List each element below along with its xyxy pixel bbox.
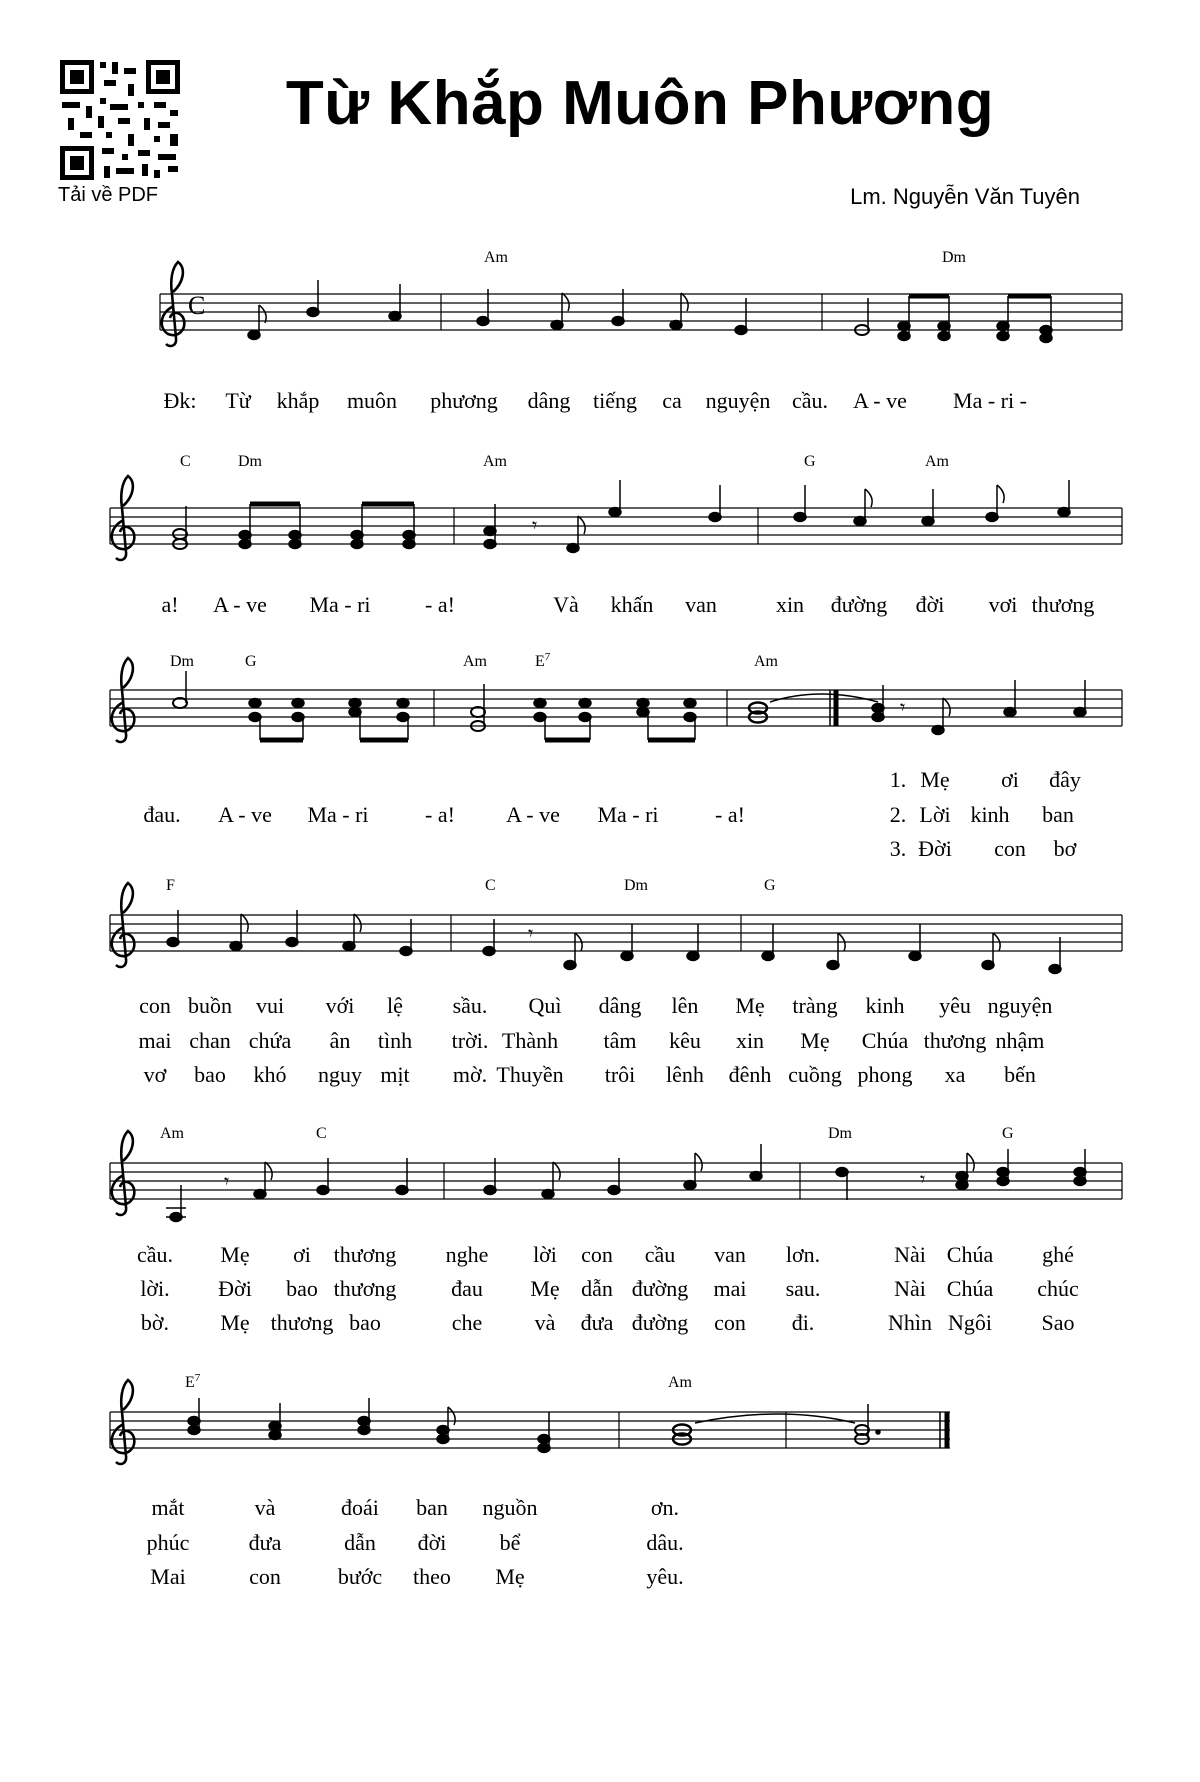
lyric-syllable: Ma - ri xyxy=(307,802,369,827)
chord-symbol: Dm xyxy=(238,453,262,470)
chord-symbol: Am xyxy=(483,453,507,470)
staff-system-3 xyxy=(110,658,1122,742)
lyric-syllable: bao xyxy=(286,1276,318,1301)
lyric-syllable: Đời xyxy=(218,1276,252,1301)
lyric-syllable: trời. xyxy=(451,1028,489,1053)
lyric-syllable: theo xyxy=(413,1564,451,1589)
notes xyxy=(188,1398,880,1453)
notes xyxy=(248,280,1052,343)
lyric-syllable: phương xyxy=(430,388,498,413)
lyric-syllable: chứa xyxy=(248,1028,292,1053)
lyric-syllable: con xyxy=(581,1242,613,1267)
notes xyxy=(166,1144,1086,1222)
chord-symbol: Dm xyxy=(828,1125,852,1142)
lyric-syllable: Mẹ xyxy=(495,1564,525,1589)
lyric-syllable: nghe xyxy=(445,1242,489,1267)
lyric-syllable: mắt xyxy=(151,1495,185,1520)
lyric-syllable: Mẹ xyxy=(220,1310,250,1335)
rest xyxy=(900,695,905,719)
lyric-syllable: sầu. xyxy=(452,993,488,1018)
lyric-syllable: con xyxy=(249,1564,281,1589)
lyric-syllable: lệ xyxy=(387,993,403,1018)
lyric-syllable: 3. xyxy=(889,836,907,861)
lyric-syllable: tiếng xyxy=(593,388,637,413)
time-signature: C xyxy=(188,291,206,320)
staff-system-1 xyxy=(160,262,1122,346)
lyric-syllable: dẫn xyxy=(344,1530,376,1555)
lyric-syllable: nhậm xyxy=(995,1028,1045,1053)
staff-system-6 xyxy=(110,1380,950,1464)
lyric-syllable: yêu xyxy=(939,993,971,1018)
download-pdf-label[interactable]: Tải về PDF xyxy=(58,184,159,206)
lyric-syllable: lênh xyxy=(666,1062,704,1087)
lyric-syllable: mờ. xyxy=(452,1062,488,1087)
lyric-syllable: lơn. xyxy=(785,1242,821,1267)
lyric-syllable: van xyxy=(685,592,717,617)
treble-clef-icon xyxy=(112,476,135,560)
lyric-syllable: bến xyxy=(1004,1062,1036,1087)
lyric-syllable: cầu xyxy=(644,1242,676,1267)
lyric-syllable: thương xyxy=(333,1242,397,1267)
lyric-syllable: buồn xyxy=(188,993,232,1018)
lyric-syllable: và xyxy=(254,1495,276,1520)
lyric-syllable: ơi xyxy=(293,1242,311,1267)
lyric-syllable: Chúa xyxy=(946,1242,994,1267)
chord-symbol: Dm xyxy=(170,653,194,670)
lyric-syllable: khắp xyxy=(276,388,320,413)
lyric-syllable: bờ. xyxy=(140,1310,170,1335)
chord-symbol: C xyxy=(180,453,191,470)
lyric-syllable: dâng xyxy=(527,388,571,413)
lyric-syllable: chúc xyxy=(1037,1276,1079,1301)
lyric-syllable: Mẹ xyxy=(220,1242,250,1267)
lyric-syllable: đau. xyxy=(143,802,181,827)
lyric-syllable: Nài xyxy=(894,1242,926,1267)
chord-symbol: C xyxy=(316,1125,327,1142)
lyric-syllable: chan xyxy=(189,1028,231,1053)
lyric-syllable: Nhìn xyxy=(888,1310,932,1335)
treble-clef-icon xyxy=(112,1131,135,1215)
chord-symbol: G xyxy=(245,653,257,670)
lyric-syllable: Ngôi xyxy=(948,1310,992,1335)
lyric-syllable: Chúa xyxy=(946,1276,994,1301)
lyric-syllable: muôn xyxy=(346,388,398,413)
svg-text:𝄾: 𝄾 xyxy=(900,695,906,719)
lyric-syllable: Mẹ xyxy=(530,1276,560,1301)
lyric-syllable: che xyxy=(451,1310,483,1335)
lyric-syllable: đời xyxy=(915,592,945,617)
lyric-syllable: ban xyxy=(416,1495,448,1520)
lyric-syllable: kinh xyxy=(970,802,1010,827)
lyric-syllable: đi. xyxy=(791,1310,815,1335)
lyric-syllable: Đk: xyxy=(163,388,197,413)
chord-symbol: C xyxy=(485,877,496,894)
rest xyxy=(528,921,533,945)
chord-symbol: G xyxy=(1002,1125,1014,1142)
chord-symbol: Dm xyxy=(942,249,966,266)
lyric-syllable: trôi xyxy=(604,1062,636,1087)
lyric-syllable: Lời xyxy=(919,802,951,827)
lyric-syllable: 2. xyxy=(889,802,907,827)
staff-system-4 xyxy=(110,883,1122,974)
lyric-syllable: bước xyxy=(337,1564,383,1589)
lyric-syllable: con xyxy=(139,993,171,1018)
chord-symbol: Am xyxy=(160,1125,184,1142)
lyric-syllable: Mẹ xyxy=(920,767,950,792)
staff-system-5 xyxy=(110,1131,1122,1222)
lyric-syllable: đường xyxy=(631,1310,689,1335)
lyric-syllable: đời xyxy=(417,1530,447,1555)
lyric-syllable: bao xyxy=(194,1062,226,1087)
chord-symbol: Am xyxy=(925,453,949,470)
lyric-syllable: xa xyxy=(944,1062,966,1087)
lyric-syllable: vơ xyxy=(143,1062,167,1087)
lyric-syllable: nguyện xyxy=(705,388,771,413)
lyric-syllable: Ma - ri xyxy=(597,802,659,827)
composer-name: Lm. Nguyễn Văn Tuyên xyxy=(850,184,1080,209)
chord-symbol: $E^7$ xyxy=(535,651,551,670)
lyric-syllable: dâng xyxy=(598,993,642,1018)
chord-symbol: Am xyxy=(668,1374,692,1391)
chord-symbol: Am xyxy=(484,249,508,266)
chord-symbol: G xyxy=(804,453,816,470)
svg-text:𝄾: 𝄾 xyxy=(920,1167,926,1191)
lyric-syllable: tâm xyxy=(603,1028,637,1053)
staff-lines xyxy=(160,294,1122,330)
lyric-syllable: xin xyxy=(775,592,805,617)
lyric-syllable: thương xyxy=(270,1310,334,1335)
notes xyxy=(173,671,1086,740)
lyric-syllable: thương xyxy=(333,1276,397,1301)
lyric-syllable: bể xyxy=(499,1530,521,1555)
lyric-syllable: Đời xyxy=(918,836,952,861)
lyric-syllable: tràng xyxy=(792,993,838,1018)
staff-lines xyxy=(110,915,1122,951)
lyric-syllable: ca xyxy=(662,388,682,413)
treble-clef-icon xyxy=(112,1380,135,1464)
lyric-syllable: xin xyxy=(735,1028,765,1053)
lyric-syllable: dâu. xyxy=(646,1530,684,1555)
lyric-syllable: dẫn xyxy=(581,1276,613,1301)
lyric-syllable: đưa xyxy=(580,1310,614,1335)
lyric-syllable: với xyxy=(325,993,355,1018)
lyric-syllable: con xyxy=(994,836,1026,861)
lyric-syllable: ban xyxy=(1042,802,1074,827)
lyric-syllable: khấn xyxy=(610,592,654,617)
lyric-syllable: con xyxy=(714,1310,746,1335)
lyric-syllable: van xyxy=(714,1242,746,1267)
lyric-syllable: nguyện xyxy=(987,993,1053,1018)
lyric-syllable: tình xyxy=(377,1028,413,1053)
svg-text:𝄾: 𝄾 xyxy=(528,921,534,945)
lyric-syllable: Nài xyxy=(894,1276,926,1301)
lyric-syllable: đường xyxy=(830,592,888,617)
lyric-syllable: thương xyxy=(1031,592,1095,617)
lyric-syllable: Ma - ri xyxy=(309,592,371,617)
staff-lines xyxy=(110,690,1122,726)
chord-symbol: Dm xyxy=(624,877,648,894)
lyric-syllable: A - ve xyxy=(218,802,272,827)
lyric-syllable: nguy xyxy=(318,1062,362,1087)
svg-text:𝄾: 𝄾 xyxy=(532,513,538,537)
rest xyxy=(532,513,537,537)
song-title: Từ Khắp Muôn Phương xyxy=(285,69,995,138)
lyric-syllable: kêu xyxy=(669,1028,701,1053)
lyric-syllable: ân xyxy=(329,1028,351,1053)
lyric-syllable: mai xyxy=(713,1276,747,1301)
treble-clef-icon xyxy=(112,658,135,742)
lyric-syllable: Và xyxy=(553,592,579,617)
lyric-syllable: sau. xyxy=(785,1276,821,1301)
lyric-syllable: mịt xyxy=(380,1062,410,1087)
lyric-syllable: Thuyền xyxy=(496,1062,564,1087)
lyric-syllable: A - ve xyxy=(506,802,560,827)
chord-symbol: Am xyxy=(754,653,778,670)
chord-symbol: Am xyxy=(463,653,487,670)
lyric-syllable: ơi xyxy=(1001,767,1019,792)
lyric-syllable: - a! xyxy=(425,802,455,827)
lyric-syllable: đường xyxy=(631,1276,689,1301)
svg-text:𝄾: 𝄾 xyxy=(224,1169,230,1193)
lyric-syllable: lời. xyxy=(140,1276,170,1301)
lyric-syllable: phong xyxy=(857,1062,913,1087)
lyric-syllable: - a! xyxy=(715,802,745,827)
lyric-syllable: cuồng xyxy=(788,1062,842,1087)
lyric-syllable: lên xyxy=(671,993,699,1018)
lyric-syllable: a! xyxy=(161,592,179,617)
lyric-syllable: Mẹ xyxy=(735,993,765,1018)
chord-symbol: $E^7$ xyxy=(185,1372,201,1391)
chord-symbol: F xyxy=(166,877,175,894)
lyric-syllable: ơn. xyxy=(650,1495,680,1520)
lyric-syllable: cầu. xyxy=(791,388,829,413)
lyric-syllable: đênh xyxy=(728,1062,772,1087)
lyric-syllable: A - ve xyxy=(853,388,907,413)
lyric-syllable: đây xyxy=(1049,767,1081,792)
lyric-syllable: đoái xyxy=(341,1495,379,1520)
lyric-syllable: cầu. xyxy=(136,1242,174,1267)
lyric-syllable: kinh xyxy=(865,993,905,1018)
lyric-syllable: Mai xyxy=(150,1564,186,1589)
lyric-syllable: đau xyxy=(451,1276,483,1301)
lyric-syllable: khó xyxy=(253,1062,287,1087)
lyric-syllable: Từ xyxy=(225,388,251,413)
lyric-syllable: bơ xyxy=(1053,836,1077,861)
lyric-syllable: 1. xyxy=(889,767,907,792)
lyric-syllable: ghé xyxy=(1042,1242,1074,1267)
lyric-syllable: đưa xyxy=(248,1530,282,1555)
lyric-syllable: yêu. xyxy=(646,1564,684,1589)
lyric-syllable: Quì xyxy=(528,993,562,1018)
lyric-syllable: - a! xyxy=(425,592,455,617)
lyric-syllable: vơi xyxy=(988,592,1018,617)
treble-clef-icon xyxy=(162,262,185,346)
lyric-syllable: phúc xyxy=(146,1530,190,1555)
lyric-syllable: Ma - ri - xyxy=(953,388,1027,413)
lyric-syllable: Thành xyxy=(501,1028,559,1053)
chord-symbol: G xyxy=(764,877,776,894)
lyric-syllable: thương xyxy=(923,1028,987,1053)
lyric-syllable: A - ve xyxy=(213,592,267,617)
treble-clef-icon xyxy=(112,883,135,967)
lyric-syllable: Sao xyxy=(1041,1310,1075,1335)
lyric-syllable: Mẹ xyxy=(800,1028,830,1053)
lyric-syllable: nguồn xyxy=(482,1495,538,1520)
lyric-syllable: lời xyxy=(533,1242,557,1267)
lyric-syllable: vui xyxy=(255,993,285,1018)
lyric-syllable: và xyxy=(534,1310,556,1335)
notes xyxy=(173,480,1070,553)
staff-system-2 xyxy=(110,476,1122,560)
lyric-syllable: Chúa xyxy=(861,1028,909,1053)
lyric-syllable: bao xyxy=(349,1310,381,1335)
lyric-syllable: mai xyxy=(138,1028,172,1053)
